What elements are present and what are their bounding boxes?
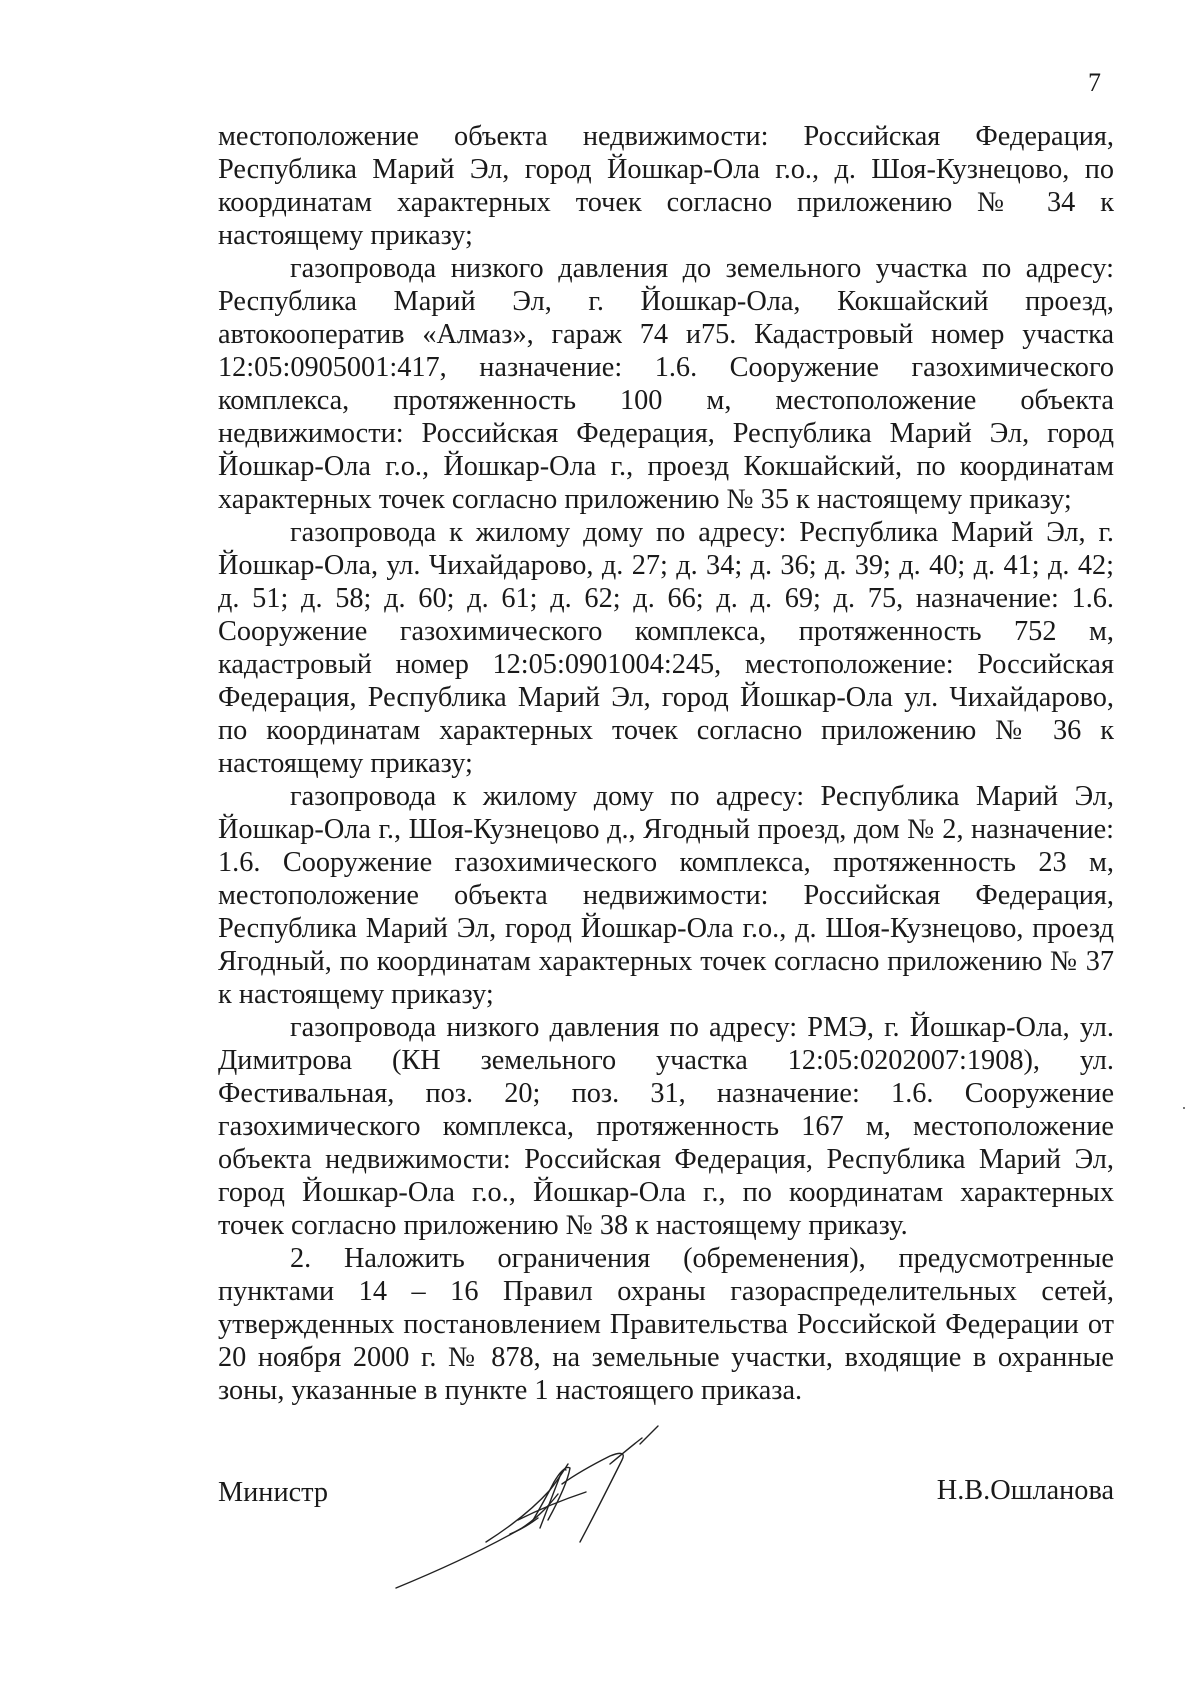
paragraph-location-34: местоположение объекта недвижимости: Российская Федерация, Республика Марий Эл, город Йошкар-Ола г.о., д. Шоя-Кузнецово, по координатам характерных точек согласно приложению № 34 к настоящему приказу;	[218, 121, 1114, 251]
signature-block	[218, 1446, 1114, 1606]
paragraph-gas-pipeline-38: газопровода низкого давления по адресу: РМЭ, г. Йошкар-Ола, ул. Димитрова (КН земельного участка 12:05:0202007:1908), ул. Фестивальная, поз. 20; поз. 31, назначение: 1.6. Сооружение газохимического комплекса, протяженность 167 м, местоположение объекта недвижимости: Российская Федерация, Республика Марий Эл, город Йошкар-Ола г.о., Йошкар-Ола г., по координатам характерных точек согласно приложению № 38 к настоящему приказу.	[218, 1012, 1114, 1241]
scan-speck	[1183, 1107, 1185, 1109]
paragraph-gas-pipeline-35: газопровода низкого давления до земельного участка по адресу: Республика Марий Эл, г. Йошкар-Ола, Кокшайский проезд, автокооператив «Алмаз», гараж 74 и75. Кадастровый номер участка 12:05:0905001:417, назначение: 1.6. Сооружение газохимического комплекса, протяженность 100 м, местоположение объекта недвижимости: Российская Федерация, Республика Марий Эл, город Йошкар-Ола г.о., Йошкар-Ола г., проезд Кокшайский, по координатам характерных точек согласно приложению № 35 к настоящему приказу;	[218, 253, 1114, 515]
signatory-name: Н.В.Ошланова	[936, 1475, 1114, 1506]
page-number: 7	[1088, 68, 1101, 97]
handwritten-signature	[390, 1424, 670, 1604]
paragraph-gas-pipeline-37: газопровода к жилому дому по адресу: Республика Марий Эл, Йошкар-Ола г., Шоя-Кузнецово д., Ягодный проезд, дом № 2, назначение: 1.6. Сооружение газохимического комплекса, протяженность 23 м, местоположение объекта недвижимости: Российская Федерация, Республика Марий Эл, город Йошкар-Ола г.о., д. Шоя-Кузнецово, проезд Ягодный, по координатам характерных точек согласно приложению № 37 к настоящему приказу;	[218, 781, 1114, 1010]
document-body	[218, 120, 1114, 1407]
paragraph-gas-pipeline-36: газопровода к жилому дому по адресу: Республика Марий Эл, г. Йошкар-Ола, ул. Чихайдарово, д. 27; д. 34; д. 36; д. 39; д. 40; д. 41; д. 42; д. 51; д. 58; д. 60; д. 61; д. 62; д. 66; д. д. 69; д. 75, назначение: 1.6. Сооружение газохимического комплекса, протяженность 752 м, кадастровый номер 12:05:0901004:245, местоположение: Российская Федерация, Республика Марий Эл, город Йошкар-Ола ул. Чихайдарово, по координатам характерных точек согласно приложению № 36 к настоящему приказу;	[218, 517, 1114, 779]
signatory-title: Министр	[218, 1477, 329, 1508]
paragraph-restrictions: 2. Наложить ограничения (обременения), предусмотренные пунктами 14 – 16 Правил охраны газораспределительных сетей, утвержденных постановлением Правительства Российской Федерации от 20 ноября 2000 г. № 878, на земельные участки, входящие в охранные зоны, указанные в пункте 1 настоящего приказа.	[218, 1243, 1114, 1406]
